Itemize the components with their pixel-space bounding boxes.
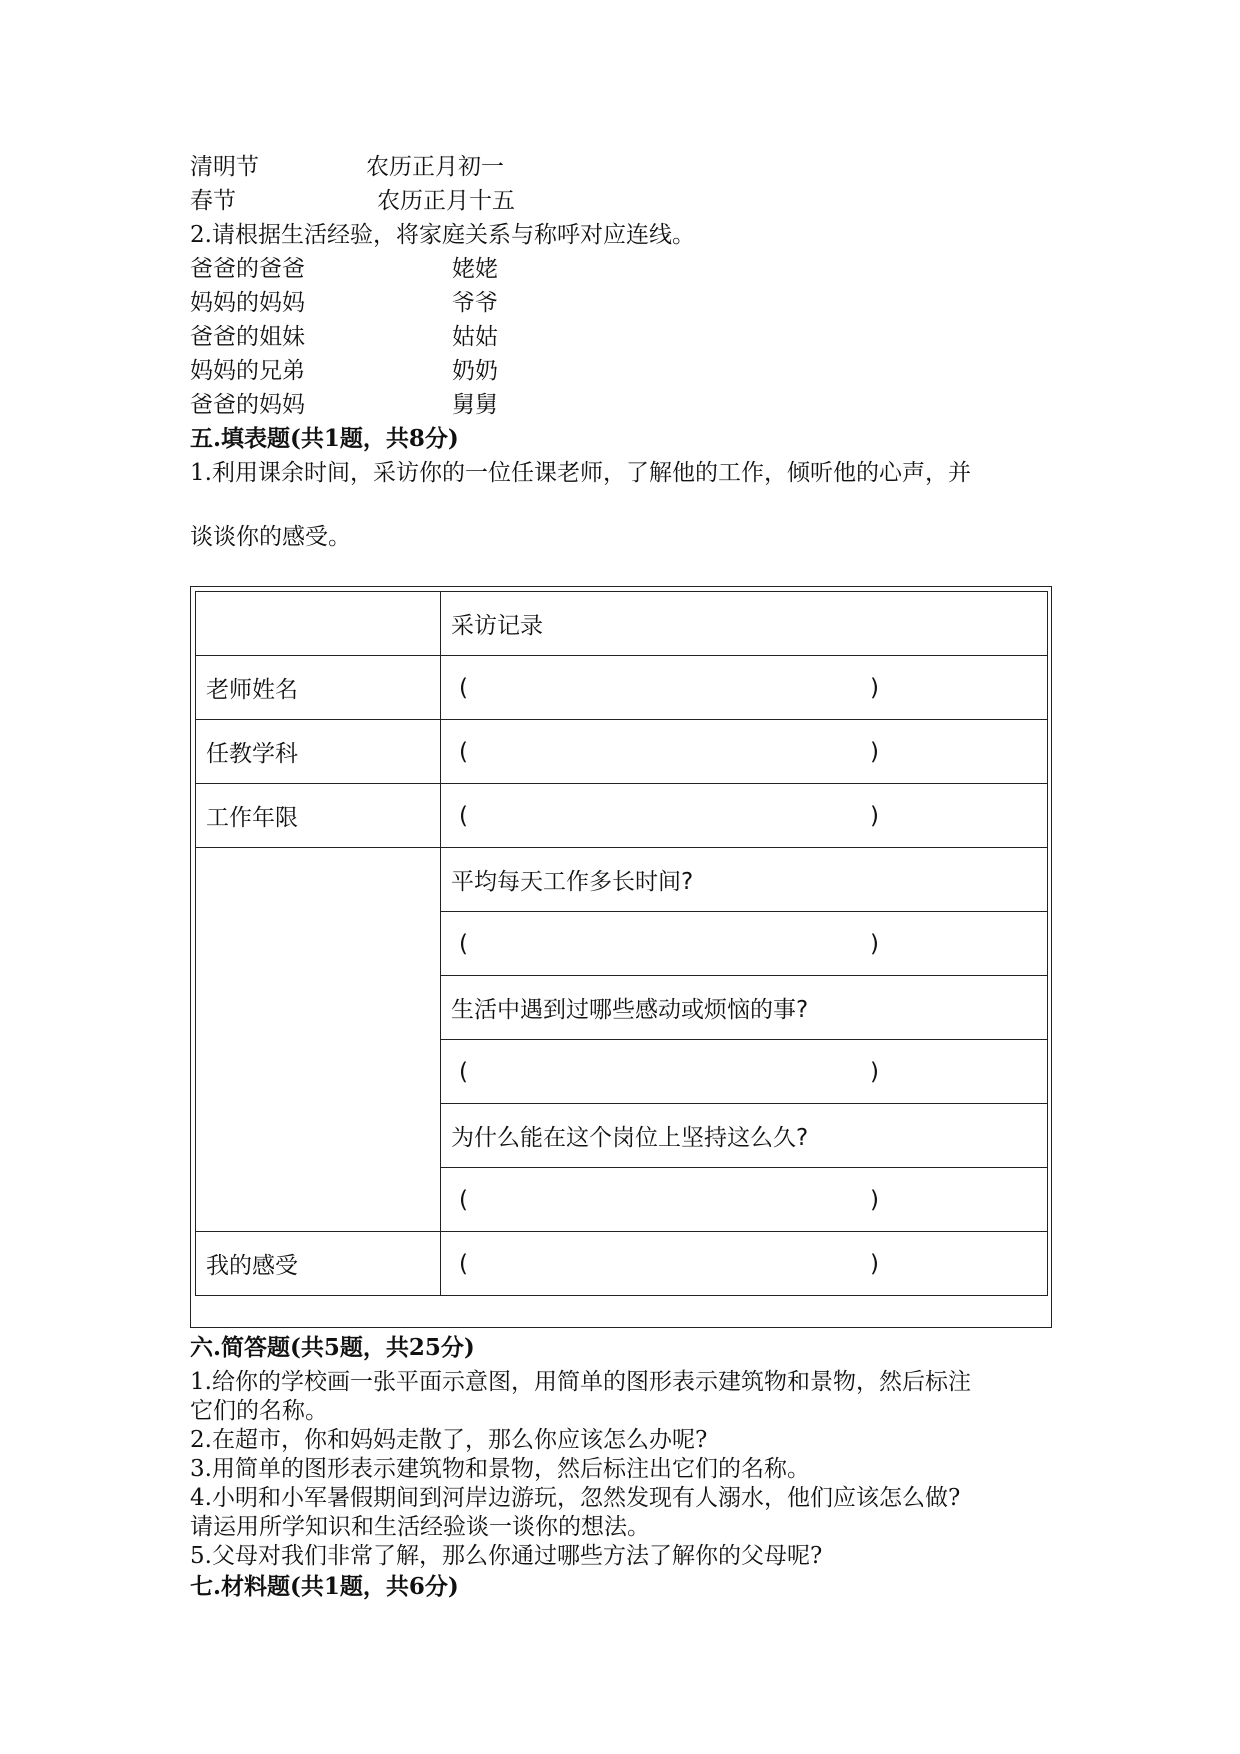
paren-close: ) xyxy=(870,674,879,701)
match-right: 姑姑 xyxy=(452,324,498,350)
table-header-cell: 采访记录 xyxy=(441,592,1048,656)
paren-open: ( xyxy=(459,674,468,701)
question-cell: 平均每天工作多长时间? xyxy=(441,848,1048,912)
section-title: 七.材料题(共1题，共6分) xyxy=(190,1573,459,1600)
table-cell xyxy=(196,592,441,656)
paren-open: ( xyxy=(459,802,468,829)
answer-cell[interactable] xyxy=(441,1232,1048,1296)
answer-cell[interactable] xyxy=(441,1040,1048,1104)
match-right: 姥姥 xyxy=(452,256,498,282)
row-label: 老师姓名 xyxy=(196,656,441,720)
answer-blank xyxy=(451,739,879,765)
paren-close: ) xyxy=(870,1250,879,1277)
match-left: 妈妈的妈妈 xyxy=(190,290,305,316)
answer-cell[interactable] xyxy=(441,720,1048,784)
match-row xyxy=(190,150,259,184)
match-right: 舅舅 xyxy=(452,392,498,418)
question-text: 它们的名称。 xyxy=(190,1398,328,1424)
paren-open: ( xyxy=(459,1058,468,1085)
answer-cell[interactable] xyxy=(441,656,1048,720)
match-left: 妈妈的兄弟 xyxy=(190,358,305,384)
table-row xyxy=(196,592,1048,656)
table-row xyxy=(196,848,1048,912)
question-text: 请运用所学知识和生活经验谈一谈你的想法。 xyxy=(190,1514,650,1540)
table-row xyxy=(196,720,1048,784)
question-prompt: 2.请根据生活经验，将家庭关系与称呼对应连线。 xyxy=(190,222,695,248)
match-left: 清明节 xyxy=(190,154,259,180)
paren-close: ) xyxy=(870,930,879,957)
answer-blank xyxy=(451,1059,879,1085)
match-right: 爷爷 xyxy=(452,290,498,316)
answer-cell[interactable] xyxy=(441,912,1048,976)
paren-open: ( xyxy=(459,1250,468,1277)
match-row xyxy=(190,184,236,218)
answer-cell[interactable] xyxy=(441,1168,1048,1232)
answer-blank xyxy=(451,803,879,829)
match-right: 农历正月初一 xyxy=(366,154,504,180)
question-text: 4.小明和小军暑假期间到河岸边游玩，忽然发现有人溺水，他们应该怎么做? xyxy=(190,1485,961,1511)
match-left: 爸爸的爸爸 xyxy=(190,256,305,282)
answer-blank xyxy=(451,1187,879,1213)
paren-close: ) xyxy=(870,802,879,829)
match-left: 爸爸的姐妹 xyxy=(190,324,305,350)
table-row xyxy=(196,784,1048,848)
table-row xyxy=(196,656,1048,720)
question-text: 2.在超市，你和妈妈走散了，那么你应该怎么办呢? xyxy=(190,1427,708,1453)
answer-cell[interactable] xyxy=(441,784,1048,848)
interview-table xyxy=(195,591,1048,1296)
paren-open: ( xyxy=(459,930,468,957)
table-row xyxy=(196,1232,1048,1296)
match-right: 奶奶 xyxy=(452,358,498,384)
match-right: 农历正月十五 xyxy=(377,188,515,214)
match-left: 爸爸的妈妈 xyxy=(190,392,305,418)
question-cell: 生活中遇到过哪些感动或烦恼的事? xyxy=(441,976,1048,1040)
paren-close: ) xyxy=(870,1058,879,1085)
section-title: 六.简答题(共5题，共25分) xyxy=(190,1334,475,1361)
question-text: 谈谈你的感受。 xyxy=(190,524,351,550)
match-left: 春节 xyxy=(190,188,236,214)
question-text: 1.给你的学校画一张平面示意图，用简单的图形表示建筑物和景物，然后标注 xyxy=(190,1369,971,1395)
answer-blank xyxy=(451,931,879,957)
question-cell: 为什么能在这个岗位上坚持这么久? xyxy=(441,1104,1048,1168)
paren-close: ) xyxy=(870,738,879,765)
paren-open: ( xyxy=(459,1186,468,1213)
table-cell xyxy=(196,848,441,1232)
paren-open: ( xyxy=(459,738,468,765)
paren-close: ) xyxy=(870,1186,879,1213)
section-title: 五.填表题(共1题，共8分) xyxy=(190,425,459,452)
question-text: 3.用简单的图形表示建筑物和景物，然后标注出它们的名称。 xyxy=(190,1456,810,1482)
answer-blank xyxy=(451,1251,879,1277)
row-label: 工作年限 xyxy=(196,784,441,848)
question-text: 5.父母对我们非常了解，那么你通过哪些方法了解你的父母呢? xyxy=(190,1543,823,1569)
question-text: 1.利用课余时间，采访你的一位任课老师，了解他的工作，倾听他的心声，并 xyxy=(190,460,971,486)
row-label: 我的感受 xyxy=(196,1232,441,1296)
answer-blank xyxy=(451,675,879,701)
row-label: 任教学科 xyxy=(196,720,441,784)
